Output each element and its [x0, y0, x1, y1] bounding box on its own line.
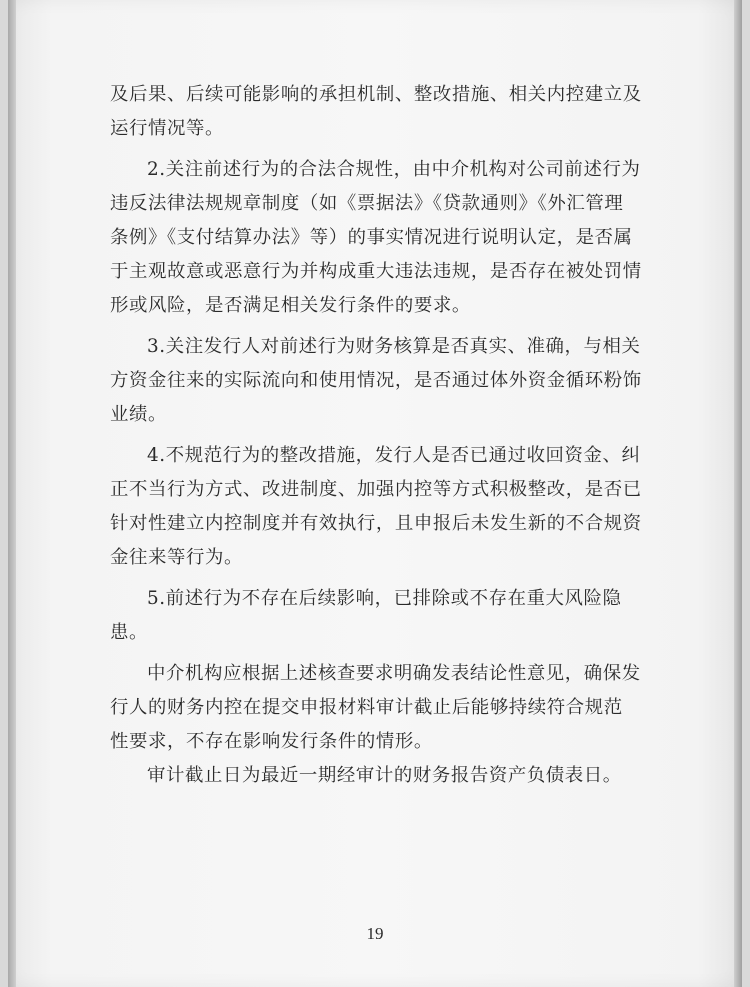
text-line: 性要求，不存在影响发行条件的情形。 [110, 731, 433, 752]
page-edge-right [734, 0, 742, 987]
text-line: 2.关注前述行为的合法合规性，由中介机构对公司前述行为 [147, 159, 641, 180]
text-line: 运行情况等。 [110, 118, 224, 139]
page-edge-left [8, 0, 16, 987]
text-line: 条例》《支付结算办法》等）的事实情况进行说明认定，是否属 [110, 227, 633, 248]
text-line: 及后果、后续可能影响的承担机制、整改措施、相关内控建立及 [110, 84, 642, 105]
text-line: 金往来等行为。 [110, 547, 243, 568]
paragraph [110, 78, 650, 146]
text-line: 针对性建立内控制度并有效执行，且申报后未发生新的不合规资 [110, 513, 642, 534]
paragraph [110, 439, 650, 575]
paragraph [110, 330, 650, 432]
text-line: 正不当行为方式、改进制度、加强内控等方式积极整改，是否已 [110, 479, 642, 500]
text-line: 方资金往来的实际流向和使用情况，是否通过体外资金循环粉饰 [110, 370, 642, 391]
paragraph [110, 153, 650, 323]
text-line: 4.不规范行为的整改措施，发行人是否已通过收回资金、纠 [147, 445, 641, 466]
text-line: 中介机构应根据上述核查要求明确发表结论性意见，确保发 [147, 663, 641, 684]
text-line: 3.关注发行人对前述行为财务核算是否真实、准确，与相关 [147, 336, 641, 357]
text-line: 5.前述行为不存在后续影响，已排除或不存在重大风险隐 [147, 588, 622, 609]
page-number: 19 [366, 924, 384, 943]
paragraph [110, 759, 650, 793]
text-line: 审计截止日为最近一期经审计的财务报告资产负债表日。 [147, 765, 622, 786]
paragraph [110, 582, 650, 650]
text-line: 业绩。 [110, 404, 167, 425]
text-line: 行人的财务内控在提交申报材料审计截止后能够持续符合规范 [110, 697, 623, 718]
text-line: 形或风险，是否满足相关发行条件的要求。 [110, 295, 471, 316]
document-body [110, 78, 650, 793]
text-line: 违反法律法规规章制度（如《票据法》《贷款通则》《外汇管理 [110, 193, 624, 214]
paragraph [110, 657, 650, 759]
text-line: 于主观故意或恶意行为并构成重大违法违规，是否存在被处罚情 [110, 261, 642, 282]
text-line: 患。 [110, 622, 148, 643]
